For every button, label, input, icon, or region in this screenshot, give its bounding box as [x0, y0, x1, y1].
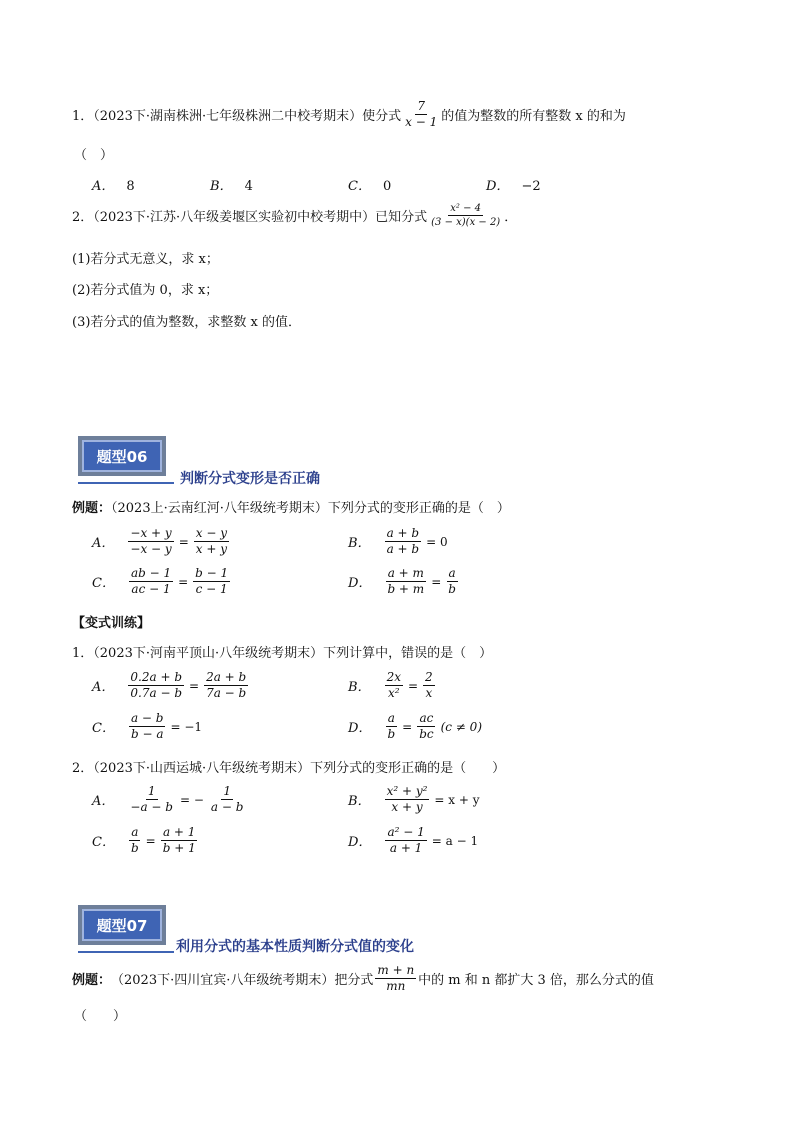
q2-part-1: (1)若分式无意义，求 x；: [72, 252, 219, 267]
section07-title: 利用分式的基本性质判断分式值的变化: [176, 939, 414, 955]
q2-part-2: (2)若分式值为 0，求 x；: [72, 283, 219, 298]
ex06-option-d: D． $\frac{a + m}{b + m}$ = $\frac{a}{b}$: [348, 566, 456, 597]
ex07-fraction: $\frac{m + n}{mn}$: [377, 963, 415, 994]
q2-stem: 2．（2023下·江苏·八年级姜堰区实验初中校考期中）已知分式 $\frac{\text{x² − 4}}{(3 - x)(x - 2)}$ ．: [72, 203, 518, 228]
q1-fraction: $\frac{7}{x - 1}$: [405, 99, 438, 130]
ex06-option-b: B． $\frac{a + b}{a + b}$ = 0: [348, 526, 448, 557]
p1-option-c: C． $\frac{a - b}{b - a}$ = −1: [92, 711, 203, 742]
ex07-answer-paren: （ ）: [74, 1009, 127, 1024]
p2-option-a: A． $\frac{1}{-a - b}$ = − $\frac{1}{a - b}$: [92, 784, 244, 815]
practice-label: 【变式训练】: [72, 616, 151, 631]
p1-option-b: B． $\frac{2x}{\text{x²}}$ = $\frac{2}{x}$: [348, 670, 433, 701]
p2-option-b: B． $\frac{\text{x² + y²}}{x + y}$ = x + y: [348, 784, 480, 815]
ex06-option-c: C． $\frac{ab - 1}{ac - 1}$ = $\frac{b - 1}{c - 1}$: [92, 566, 229, 597]
p1-option-d: D． $\frac{a}{b}$ = $\frac{ac}{bc}$ (c ≠ 0): [348, 711, 482, 742]
q2-part-3: (3)若分式的值为整数，求整数 x 的值．: [72, 315, 302, 330]
p2-option-d: D． $\frac{\text{a² − 1}}{a + 1}$ = a − 1: [348, 825, 479, 856]
q1-text-pre: 1．（2023下·湖南株洲·七年级株洲二中校考期末）使分式: [72, 109, 402, 125]
section06-badge: 题型06: [82, 440, 162, 472]
section06-example: 例题：（2023上·云南红河·八年级统考期末）下列分式的变形正确的是（ ）: [72, 501, 510, 516]
q1-text-post: 的值为整数的所有整数 x 的和为: [441, 109, 626, 125]
section06-title: 判断分式变形是否正确: [180, 471, 320, 487]
q1-option-b: B． 4: [210, 179, 253, 194]
q1-option-a: A． 8: [92, 179, 135, 194]
ex06-option-a: A． $\frac{-x + y}{-x - y}$ = $\frac{x - y}{x + y}$: [92, 526, 227, 557]
section07-badge: 题型07: [82, 909, 162, 941]
q1-option-d: D． −2: [486, 179, 541, 194]
q1-option-c: C． 0: [348, 179, 392, 194]
p2-option-c: C． $\frac{a}{b}$ = $\frac{a + 1}{b + 1}$: [92, 825, 196, 856]
practice1-stem: 1．（2023下·河南平顶山·八年级统考期末）下列计算中，错误的是（ ）: [72, 646, 493, 661]
practice2-stem: 2．（2023下·山西运城·八年级统考期末）下列分式的变形正确的是（ ）: [72, 761, 506, 776]
p1-option-a: A． $\frac{0.2a + b}{0.7a - b}$ = $\frac{2a + b}{7a - b}$: [92, 670, 247, 701]
q1-answer-paren: （ ）: [74, 148, 114, 163]
section07-example: 例题： （2023下·四川宜宾·八年级统考期末）把分式 $\frac{m + n}{mn}$ 中的 m 和 n 都扩大 3 倍，那么分式的值: [72, 963, 654, 994]
q2-text-pre: 2．（2023下·江苏·八年级姜堰区实验初中校考期中）已知分式: [72, 210, 428, 225]
q1-stem: [72, 100, 626, 129]
q2-fraction: $\frac{\text{x² − 4}}{(3 - x)(x - 2)}$: [431, 203, 501, 228]
